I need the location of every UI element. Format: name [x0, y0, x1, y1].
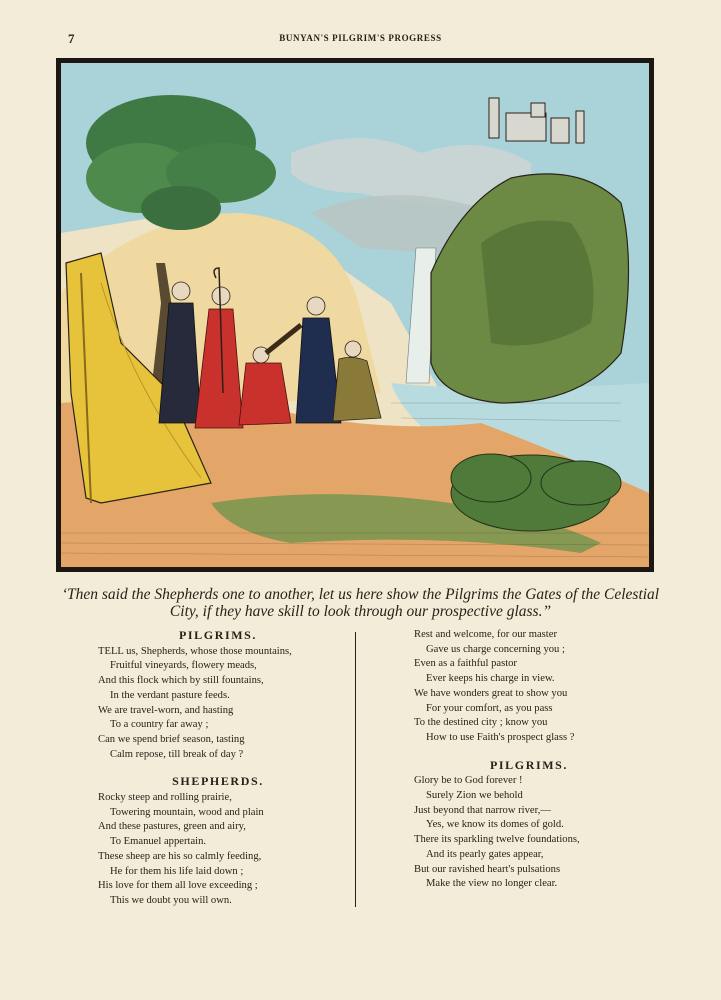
verse-line: To a country far away ; [110, 719, 209, 731]
verse-line: And its pearly gates appear, [426, 848, 544, 860]
verse-line: Rocky steep and rolling prairie, [98, 792, 232, 804]
verse-line: Surely Zion we behold [426, 790, 523, 802]
verse-line: Towering mountain, wood and plain [110, 806, 264, 818]
verse-line: Even as a faithful pastor [414, 658, 517, 670]
left-poem-column [98, 628, 338, 909]
verse-line: In the verdant pasture feeds. [110, 689, 230, 701]
verse-line: He for them his life laid down ; [110, 865, 244, 877]
caption-line-2: City, if they have skill to look through our prospective glass.” [169, 603, 552, 620]
verse-line: How to use Faith's prospect glass ? [426, 731, 575, 743]
verse-line: This we doubt you will own. [110, 894, 232, 906]
verse-line: TELL us, Shepherds, whose those mountains, [98, 645, 292, 657]
verse-line: But our ravished heart's pulsations [414, 863, 561, 875]
verse-line: Can we spend brief season, tasting [98, 733, 245, 745]
column-divider [355, 632, 356, 907]
verse-line: Ever keeps his charge in view. [426, 673, 555, 685]
verse-line: To the destined city ; know you [414, 717, 548, 729]
verse-line: These sheep are his so calmly feeding, [98, 850, 262, 862]
verse-line: Make the view no longer clear. [426, 878, 558, 890]
stanza-shepherds-reply [414, 628, 644, 746]
verse-line: For your comfort, as you pass [426, 702, 553, 714]
section-heading-shepherds: SHEPHERDS. [172, 774, 264, 789]
caption-line-1: ‘Then said the Shepherds one to another, let us here show the Pilgrims the Gates of the Celestial [61, 586, 660, 603]
verse-line: We are travel-worn, and hasting [98, 704, 234, 716]
verse-line: Just beyond that narrow river,— [414, 804, 551, 816]
right-poem-column [414, 628, 644, 892]
verse-line: Yes, we know its domes of gold. [426, 819, 564, 831]
stanza-shepherds [98, 791, 338, 909]
verse-line: Glory be to God forever ! [414, 775, 523, 787]
verse-line: Rest and welcome, for our master [414, 629, 557, 640]
section-heading-pilgrims-2: PILGRIMS. [489, 757, 569, 772]
engraving-illustration [61, 63, 649, 567]
verse-line: Fruitful vineyards, flowery meads, [110, 660, 257, 672]
illustration-plate [56, 58, 654, 572]
verse-line: We have wonders great to show you [414, 687, 568, 699]
illustration-caption [40, 586, 681, 620]
verse-line: Gave us charge concerning you ; [426, 643, 565, 655]
verse-line: To Emanuel appertain. [110, 836, 207, 848]
stanza-pilgrims-2 [414, 774, 644, 892]
verse-line: And this flock which by still fountains, [98, 675, 264, 687]
verse-line: There its sparkling twelve foundations, [414, 834, 580, 846]
page-number: 7 [68, 31, 75, 46]
verse-line: And these pastures, green and airy, [98, 821, 246, 833]
verse-line: Calm repose, till break of day ? [110, 748, 244, 760]
section-heading-pilgrims: PILGRIMS. [178, 628, 258, 642]
running-title: BUNYAN'S PILGRIM'S PROGRESS [279, 33, 442, 43]
stanza-pilgrims [98, 645, 338, 763]
verse-line: His love for them all love exceeding ; [98, 880, 258, 892]
